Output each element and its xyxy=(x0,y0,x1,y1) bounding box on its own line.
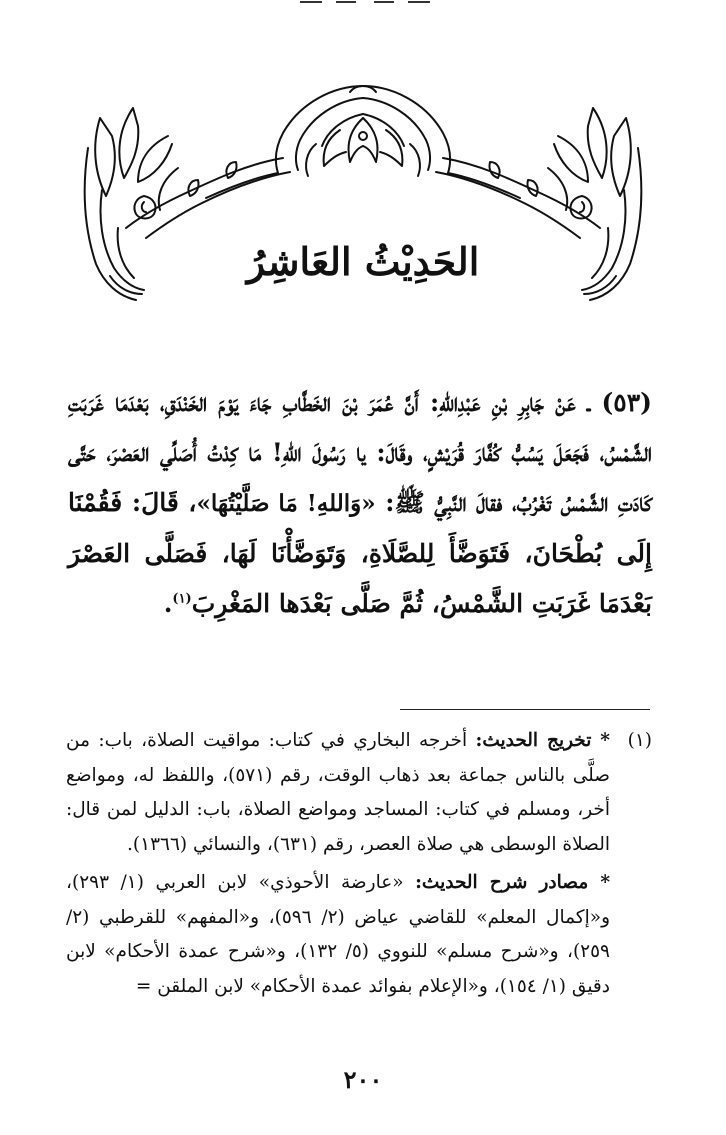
chapter-title: الحَدِيْثُ العَاشِرُ xyxy=(246,239,480,284)
footnote-reference: (١) xyxy=(172,591,192,607)
footnotes xyxy=(66,724,652,1004)
sources-block xyxy=(66,866,610,1004)
hadith-end: . xyxy=(163,589,173,618)
takhrij-block xyxy=(66,724,610,862)
takhrij-label: * تخريج الحديث: xyxy=(475,730,610,751)
footnote-1 xyxy=(66,724,652,1004)
top-edge-marks xyxy=(290,0,440,8)
hadith-intro: عَنْ جَابِرِ بْنِ عَبْدِاللهِ: أَنَّ عُمَرَ بْنَ الخَطَّابِ جَاءَ يَوْمَ الخَنْدَقِ، بَعْدَمَا غَرَبَتِ الشَّمْسُ، فَجَعَلَ يَسُبُّ كُفَّارَ قُرَيْشٍ، وقَالَ: يا رَسُولَ اللهِ! مَا كِدْتُ أُصَلِّي العَصْرَ، حَتَّى كَادَتِ الشَّمْسُ تَغْرُبُ، فقالَ النَّبِيُّ ﷺ: xyxy=(68,388,652,517)
takhrij-text: أخرجه البخاري في كتاب: مواقيت الصلاة، باب: من صلَّى بالناس جماعة بعد ذهاب الوقت، رقم (٥٧١)، واللفظ له، ومواضع أخر، ومسلم في كتاب: المساجد ومواضع الصلاة، باب: الدليل لمن قال: الصلاة الوسطى هي صلاة العصر، رقم (٦٣١)، والنسائي (١٣٦٦). xyxy=(66,730,610,855)
sources-text: «عارضة الأحوذي» لابن العربي (١/ ٢٩٣)، و«إكمال المعلم» للقاضي عياض (٢/ ٥٩٦)، و«المفهم» للقرطبي (٢/ ٢٥٩)، و«شرح مسلم» للنووي (٥/ ١٣٢)، و«شرح عمدة الأحكام» لابن دقيق (١/ ١٥٤)، و«الإعلام بفوائد عمدة الأحكام» لابن الملقن = xyxy=(66,872,611,997)
page-number: ٢٠٠ xyxy=(343,1065,383,1094)
footnote-separator xyxy=(400,709,650,710)
sources-label: * مصادر شرح الحديث: xyxy=(415,872,610,893)
prophet-quote: «وَاللهِ! مَا صَلَّيْتُهَا» xyxy=(196,490,376,517)
hadith-number: (٥٣) xyxy=(601,388,652,417)
hadith-dash: ـ xyxy=(586,388,591,417)
hadith-continuation: ، قَالَ: فَقُمْنَا إِلَى بُطْحَانَ، فَتَوَضَّأَ لِلصَّلَاةِ، وَتَوَضَّأْنَا لَهَا، فَصَلَّى العَصْرَ بَعْدَمَا غَرَبَتِ الشَّمْسُ، ثُمَّ صَلَّى بَعْدَها المَغْرِبَ xyxy=(68,488,652,618)
hadith-text xyxy=(68,378,652,629)
footnote-number: (١) xyxy=(627,730,652,751)
